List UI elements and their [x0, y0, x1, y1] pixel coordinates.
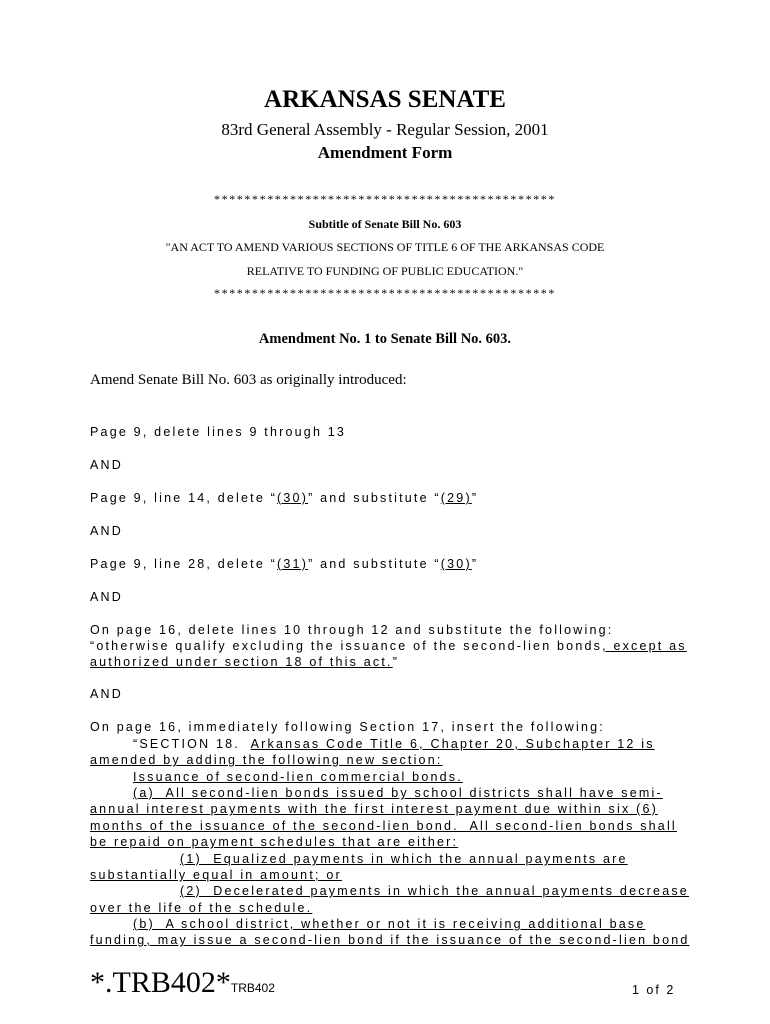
amendment-number: Amendment No. 1 to Senate Bill No. 603.	[258, 331, 512, 347]
section-18-label: “SECTION 18.	[133, 737, 251, 751]
amendment-intro: Amend Senate Bill No. 603 as originally introduced:	[90, 372, 407, 388]
section-18-line-3: Issuance of second-lien commercial bonds.	[133, 770, 463, 784]
document-code-large: *.TRB402*	[90, 966, 231, 999]
instruction-4-inserted-text-2: authorized under section 18 of this act.	[90, 655, 393, 669]
instruction-1: Page 9, delete lines 9 through 13	[90, 425, 347, 439]
instruction-4-line-1: On page 16, delete lines 10 through 12 and substitute the following:	[90, 623, 614, 637]
section-18-line-2: amended by adding the following new section:	[90, 753, 443, 767]
subtitle-line-2: RELATIVE TO FUNDING OF PUBLIC EDUCATION."	[246, 264, 524, 278]
instruction-3-text: Page 9, line 28, delete “	[90, 557, 278, 571]
instruction-4-quote-end: ”	[392, 655, 400, 669]
instruction-3-new-value: (30)	[440, 557, 472, 571]
section-18-line-11: over the life of the schedule.	[90, 901, 313, 915]
page-number: 1 of 2	[632, 983, 676, 997]
and-separator-4: AND	[90, 687, 123, 701]
section-18-heading	[133, 737, 655, 751]
section-18-line-7: be repaid on payment schedules that are either:	[90, 835, 459, 849]
instruction-4-quote: “otherwise qualify excluding the issuance of the second-lien bonds	[90, 639, 603, 653]
and-separator-1: AND	[90, 458, 123, 472]
session-line: 83rd General Assembly - Regular Session, 2001	[221, 120, 549, 139]
instruction-5-line-1: On page 16, immediately following Section 17, insert the following:	[90, 720, 605, 734]
and-separator-2: AND	[90, 524, 123, 538]
section-18-line-13: funding, may issue a second-lien bond if the issuance of the second-lien bond	[90, 933, 690, 947]
document-title: ARKANSAS SENATE	[264, 86, 506, 113]
section-18-line-12: (b) A school district, whether or not it is receiving additional base	[133, 917, 646, 931]
instruction-4-line-3	[90, 655, 399, 669]
instruction-2-new-value: (29)	[440, 491, 472, 505]
document-code	[90, 966, 275, 1000]
instruction-3-old-value: (31)	[277, 557, 309, 571]
section-18-line-5: annual interest payments with the first interest payment due within six (6)	[90, 802, 658, 816]
subtitle-heading: Subtitle of Senate Bill No. 603	[308, 217, 462, 231]
section-18-heading-text: Arkansas Code Title 6, Chapter 20, Subchapter 12 is	[250, 737, 655, 751]
subtitle-line-1: "AN ACT TO AMEND VARIOUS SECTIONS OF TITLE 6 OF THE ARKANSAS CODE	[165, 240, 605, 254]
section-18-line-4: (a) All second-lien bonds issued by school districts shall have semi-	[133, 786, 663, 800]
section-18-line-10: (2) Decelerated payments in which the annual payments decrease	[180, 884, 689, 898]
instruction-4-line-2	[90, 639, 687, 653]
instruction-3-text-mid: ” and substitute “	[308, 557, 441, 571]
instruction-3-text-end: ”	[471, 557, 479, 571]
instruction-4-inserted-text: , except as	[602, 639, 687, 653]
separator-bottom: *********************************************	[214, 286, 556, 300]
instruction-2-text-end: ”	[471, 491, 479, 505]
and-separator-3: AND	[90, 590, 123, 604]
section-18-line-9: substantially equal in amount; or	[90, 868, 342, 882]
instruction-2	[90, 491, 478, 505]
instruction-3	[90, 557, 478, 571]
instruction-2-old-value: (30)	[277, 491, 309, 505]
section-18-line-8: (1) Equalized payments in which the annual payments are	[180, 852, 628, 866]
section-18-line-6: months of the issuance of the second-lien bond. All second-lien bonds shall	[90, 819, 677, 833]
instruction-2-text: Page 9, line 14, delete “	[90, 491, 278, 505]
form-name: Amendment Form	[317, 143, 453, 162]
instruction-2-text-mid: ” and substitute “	[308, 491, 441, 505]
document-code-small: TRB402	[230, 981, 275, 995]
separator-top: *********************************************	[214, 192, 556, 206]
